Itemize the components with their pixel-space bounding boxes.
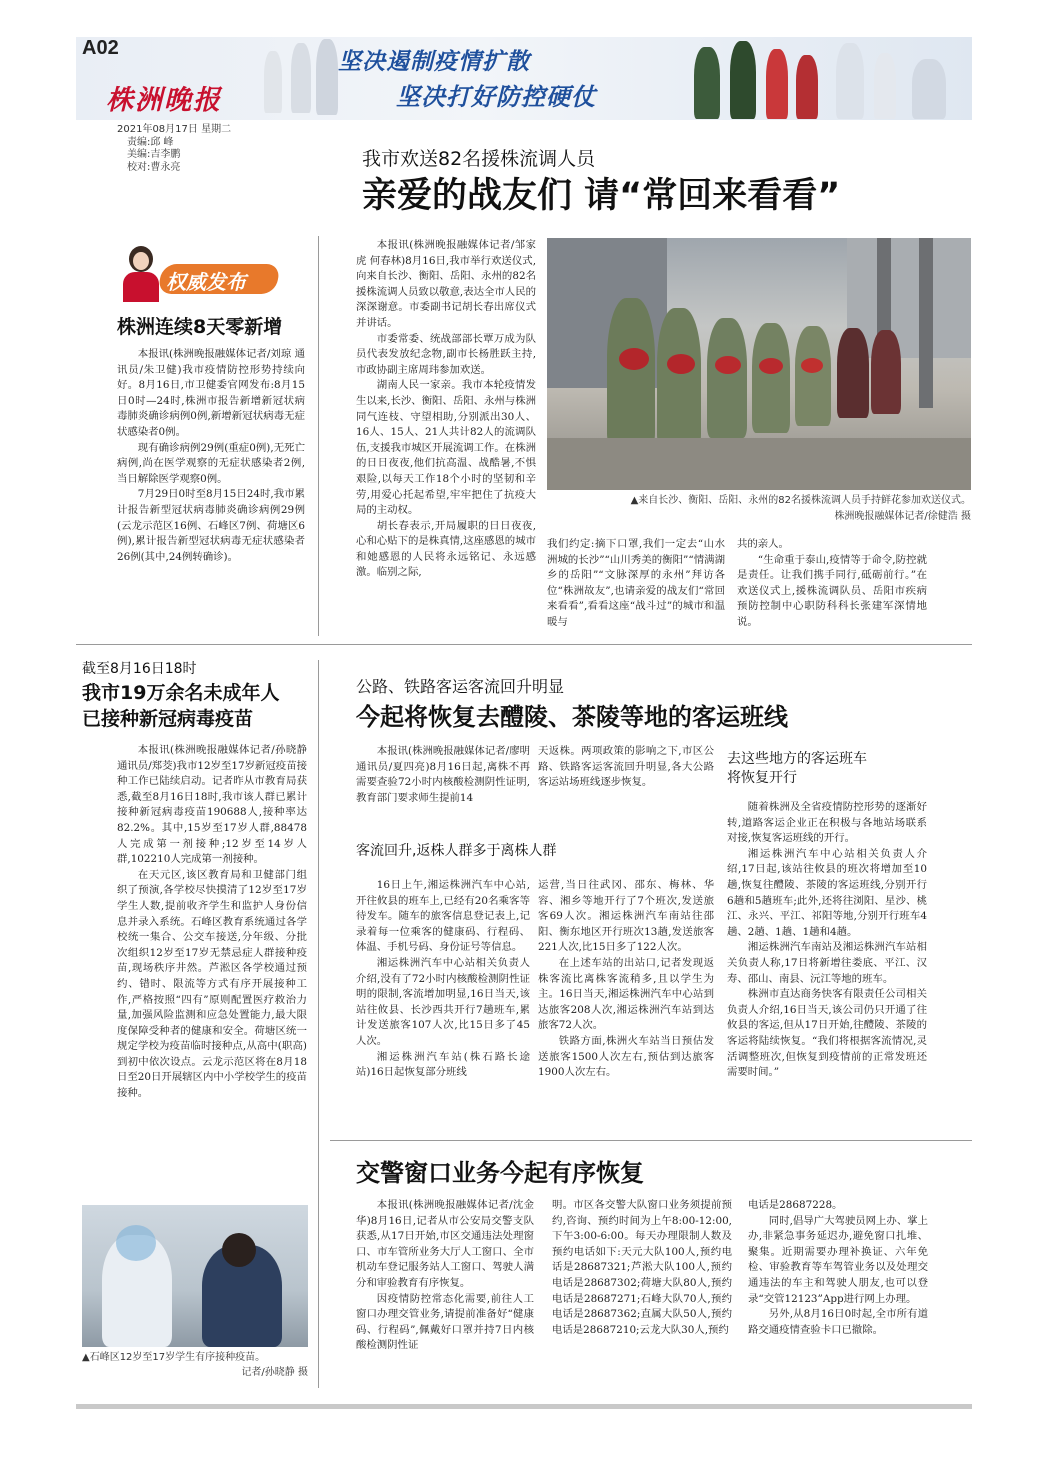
- paragraph: 运营,当日往武冈、邵东、梅林、华容、湘乡等地开行了7个班次,发送旅客69人次。湘运株洲汽车南站往邵阳、衡东地区开行班次13趟,发送旅客221人次,比15日多了122人次。: [538, 879, 714, 954]
- paragraph: 随着株洲及全省疫情防控形势的逐渐好转,道路客运企业正在积极与各地站场联系对接,恢复客运班线的开行。: [727, 801, 927, 845]
- paragraph: 我们约定:摘下口罩,我们一定去“山水洲城的长沙”“山川秀美的衡阳”“情满湖乡的岳阳”“文脉深厚的永州”拜访各位“株洲故友”,也请亲爱的战友们“常回来看看”,看看这座“战斗过”的城市和温暖与: [547, 538, 725, 628]
- vaccine-photo-caption: ▲石峰区12岁至17岁学生有序接种疫苗。: [82, 1352, 266, 1363]
- paragraph: 在天元区,该区教育局和卫健部门组织了预演,各学校尽快摸清了12岁至17岁学生人数,提前收齐学生和监护人身份信息并录入系统。石峰区教育系统通过各学校统一集合、公交车接送,分年级、分批次组织12岁至17岁无禁忌症人群接种疫苗,现场秩序井然。芦淞区各学校通过预约、错时、限流等方式有序开展接种工作,严格按照“四有”原则配置医疗救治力量,加强风险监测和应急处置能力,最大限度保障受种者的健康和安全。荷塘区统一规定学校为疫苗临时接种点,从高中(职高)到初中依次设点。云龙示范区将在8月18日至20日开展辖区内中小学校学生的疫苗接种。: [117, 868, 307, 1100]
- paragraph: “生命重于泰山,疫情等于命令,防控就是责任。让我们携手同行,砥砺前行。”在欢送仪式上,援株流调队员、岳阳市疾病预防控制中心职防科科长张建军深情地说。: [737, 553, 927, 628]
- masthead-banner: [76, 37, 972, 120]
- medic-figure-icon: [316, 39, 338, 115]
- lead-story-column-2: [547, 537, 725, 633]
- transport-side-heading-line2: 将恢复开行: [727, 770, 797, 786]
- paragraph: 胡长春表示,开局履职的日日夜夜,心和心贴下的是株真情,这座感恩的城市和她感恩的人民将永远铭记、永远感激。临别之际,: [356, 519, 536, 579]
- lead-kicker: 我市欢送82名援株流调人员: [362, 148, 596, 170]
- paper-logo: 株洲晚报: [106, 85, 222, 116]
- paragraph: 株洲市直达商务快客有限责任公司相关负责人介绍,16日当天,该公司仍只开通了往攸县的客运,但从17日开始,往醴陵、茶陵的客运将陆续恢复。“我们将根据客流情况,灵活调整班次,但恢复到疫情前的正常发班还需要时间。”: [727, 988, 927, 1079]
- paragraph: 铁路方面,株洲火车站当日预估发送旅客1500人次左右,预估到达旅客1900人次左右。: [538, 1034, 714, 1079]
- paragraph: 本报讯(株洲晚报融媒体记者/刘琼 通讯员/朱卫健)我市疫情防控形势持续向好。8月16日,市卫健委官网发布:8月15日0时—24时,株洲市报告新增新冠状病毒肺炎确诊病例0例,新增新冠状病毒无症状感染者0例。: [117, 348, 305, 438]
- lead-headline: 亲爱的战友们 请“常回来看看”: [362, 176, 841, 216]
- lead-photo-caption: ▲来自长沙、衡阳、岳阳、永州的82名援株流调人员手持鲜花参加欢送仪式。: [630, 495, 971, 506]
- designer-credit: 美编:吉李鹏: [127, 149, 181, 160]
- transport-intro-column-1: [356, 744, 530, 824]
- paragraph: 湘运株洲汽车中心站相关负责人介绍,17日起,该站往攸县的班次将增加至10趟,恢复往醴陵、茶陵的客运班线,分别开行6趟和5趟班车;此外,还将往浏阳、星沙、桃江、永兴、平江、祁阳等地,分别开行班车4趟、2趟、1趟、1趟和4趟。: [727, 847, 927, 938]
- lead-story-column-3: [737, 537, 927, 633]
- proofreader-credit: 校对:曹永亮: [127, 161, 181, 173]
- medic-figure-icon: [264, 51, 282, 113]
- banner-slogan-2: 坚决打好防控硬仗: [396, 83, 596, 111]
- vaccine-body: [117, 743, 307, 1195]
- police-column-2: [552, 1198, 732, 1384]
- transport-subheading: 客流回升,返株人群多于离株人群: [356, 843, 557, 859]
- footer-bar: [76, 1404, 972, 1409]
- medic-figure-icon: [836, 43, 864, 119]
- vaccine-kicker: 截至8月16日18时: [82, 661, 197, 677]
- medic-figure-icon: [912, 59, 946, 119]
- volunteer-figure-icon: [766, 49, 788, 119]
- paragraph: 在上述车站的出站口,记者发现返株客流比离株客流稍多,且以学生为主。16日当天,湘运株洲汽车中心站到达旅客208人次,湘运株洲汽车站到达旅客72人次。: [538, 956, 714, 1032]
- page-number: A02: [82, 37, 119, 59]
- paragraph: 16日上午,湘运株洲汽车中心站,开往攸县的班车上,已经有20名乘客等待发车。随车的旅客信息登记表上,记录着每一位乘客的健康码、行程码、体温、手机号码、身份证号等信息。: [356, 879, 530, 954]
- vaccine-photo: [82, 1205, 308, 1347]
- medic-figure-icon: [874, 53, 896, 119]
- transport-column-3: [727, 800, 927, 1136]
- transport-intro-column-2: [538, 744, 714, 824]
- paragraph: 湘运株洲汽车中心站相关负责人介绍,没有了72小时内核酸检测阴性证明的限制,客流增加明显,16日当天,该站往攸县、长沙西共开行7趟班车,累计发送旅客107人次,比15日多了45人次。: [356, 956, 530, 1047]
- paragraph: 本报讯(株洲晚报融媒体记者/孙晓静 通讯员/郑茭)我市12岁至17岁新冠疫苗接种工作已陆续启动。记者昨从市教育局获悉,截至8月16日18时,我市该人群已累计接种新冠病毒疫苗190688人,接种率达82.2%。其中,15岁至17岁人群,88478人完成第一剂接种;12岁至14岁人群,102210人完成第一剂接种。: [117, 744, 307, 866]
- issue-date: 2021年08月17日 星期二: [117, 124, 232, 135]
- section-divider: [76, 644, 972, 645]
- vaccine-headline-line1: 我市19万余名未成年人: [82, 682, 280, 704]
- issue-info: [117, 124, 231, 174]
- reporter-avatar-icon: [117, 244, 165, 302]
- paragraph: 天返株。两项政策的影响之下,市区公路、铁路客运客流回升明显,各大公路客运站场班线逐步恢复。: [538, 745, 714, 789]
- medic-figure-icon: [291, 43, 311, 113]
- column-divider: [318, 660, 319, 1388]
- authority-badge-label: 权威发布: [166, 270, 246, 294]
- paragraph: 湘运株洲汽车站(株石路长途站)16日起恢复部分班线: [356, 1050, 530, 1079]
- vaccine-photo-credit: 记者/孙晓静 摄: [241, 1367, 308, 1378]
- paragraph: 湖南人民一家亲。我市本轮疫情发生以来,长沙、衡阳、岳阳、永州与株洲同气连枝、守望相助,分别派出30人、16人、15人、21人共计82人的流调队伍,支援我市城区开展流调工作。在株洲的日日夜夜,他们抗高温、战酷暑,不惧艰险,以每天工作18个小时的坚韧和辛劳,用爱心托起希望,牢牢把住了抗疫大局的主动权。: [356, 379, 536, 517]
- paragraph: 本报讯(株洲晚报融媒体记者/廖明 通讯员/夏四亮)8月16日起,离株不再需要查验72小时内核酸检测阴性证明,教育部门要求师生提前14: [356, 745, 530, 804]
- paragraph: 共的亲人。: [737, 538, 789, 550]
- paragraph: 另外,从8月16日0时起,全市所有道路交通疫情查验卡口已撤除。: [748, 1308, 928, 1336]
- sidebar-body: [117, 347, 305, 637]
- editor-credit: 责编:邱 峰: [127, 136, 174, 148]
- paragraph: 本报讯(株洲晚报融媒体记者/邹家虎 何春林)8月16日,我市举行欢送仪式,向来自长沙、衡阳、岳阳、永州的82名援株流调人员致以敬意,表达全市人民的深深谢意。市委副书记胡长春出席仪式并讲话。: [356, 239, 536, 329]
- police-figure-icon: [730, 41, 756, 119]
- lead-story-column-1: [356, 238, 536, 630]
- transport-column-2: [538, 878, 714, 1136]
- police-column-3: [748, 1198, 928, 1384]
- transport-side-heading-line1: 去这些地方的客运班车: [727, 751, 867, 767]
- police-headline: 交警窗口业务今起有序恢复: [356, 1159, 644, 1187]
- police-figure-icon: [694, 47, 720, 119]
- banner-slogan-1: 坚决遏制疫情扩散: [338, 49, 530, 75]
- paragraph: 7月29日0时至8月15日24时,我市累计报告新型冠状病毒肺炎确诊病例29例(云龙示范区16例、石峰区7例、荷塘区6例),累计报告新型冠状病毒无症状感染者26例(其中,24例转确诊)。: [117, 488, 305, 563]
- paragraph: 现有确诊病例29例(重症0例),无死亡病例,尚在医学观察的无症状感染者2例,当日解除医学观察0例。: [117, 441, 305, 485]
- section-divider: [330, 1140, 972, 1141]
- paragraph: 湘运株洲汽车南站及湘运株洲汽车站相关负责人称,17日将新增往娄底、平江、汉寿、邵山、南县、沅江等地的班车。: [727, 941, 927, 985]
- lead-photo: [547, 238, 971, 490]
- transport-column-1: [356, 878, 530, 1136]
- paragraph: 本报讯(株洲晚报融媒体记者/沈金华)8月16日,记者从市公安局交警支队获悉,从17日开始,市区交通违法处理窗口、市车管所业务大厅人工窗口、全市机动车登记服务站人工窗口、驾驶人满分和审验教育有序恢复。: [356, 1199, 534, 1289]
- paragraph: 电话是28687228。: [748, 1199, 843, 1211]
- paragraph: 明。市区各交警大队窗口业务须提前预约,咨询、预约时间为上午8:00-12:00,下午3:00-6:00。每天办理限制人数及预约电话如下:天元大队100人,预约电话是28687321;芦淞大队100人,预约电话是28687302;荷塘大队80人,预约电话是28687271;石峰大队70人,预约电话是28687362;直属大队50人,预约电话是28687210;云龙大队30人,预约: [552, 1199, 732, 1336]
- column-divider: [318, 236, 319, 636]
- paragraph: 因疫情防控常态化需要,前往人工窗口办理交管业务,请提前准备好“健康码、行程码”,佩戴好口罩并持7日内核酸检测阴性证: [356, 1292, 534, 1352]
- police-column-1: [356, 1198, 534, 1384]
- vaccine-headline-line2: 已接种新冠病毒疫苗: [82, 708, 254, 730]
- paragraph: 同时,倡导广大驾驶员网上办、掌上办,非紧急事务延迟办,避免窗口扎堆、聚集。近期需要办理补换证、六年免检、审验教育等车驾管业务以及处理交通违法的车主和驾驶人朋友,也可以登录“交管12123”App进行网上办理。: [748, 1214, 928, 1305]
- transport-headline: 今起将恢复去醴陵、茶陵等地的客运班线: [356, 703, 788, 731]
- sidebar-headline: 株洲连续8天零新增: [117, 316, 283, 338]
- lead-photo-credit: 株洲晚报融媒体记者/徐健浩 摄: [834, 511, 971, 522]
- transport-kicker: 公路、铁路客运客流回升明显: [356, 677, 565, 696]
- paragraph: 市委常委、统战部部长覃万成为队员代表发放纪念物,副市长杨胜跃主持,市政协副主席周玮参加欢送。: [356, 332, 536, 376]
- volunteer-figure-icon: [796, 55, 818, 119]
